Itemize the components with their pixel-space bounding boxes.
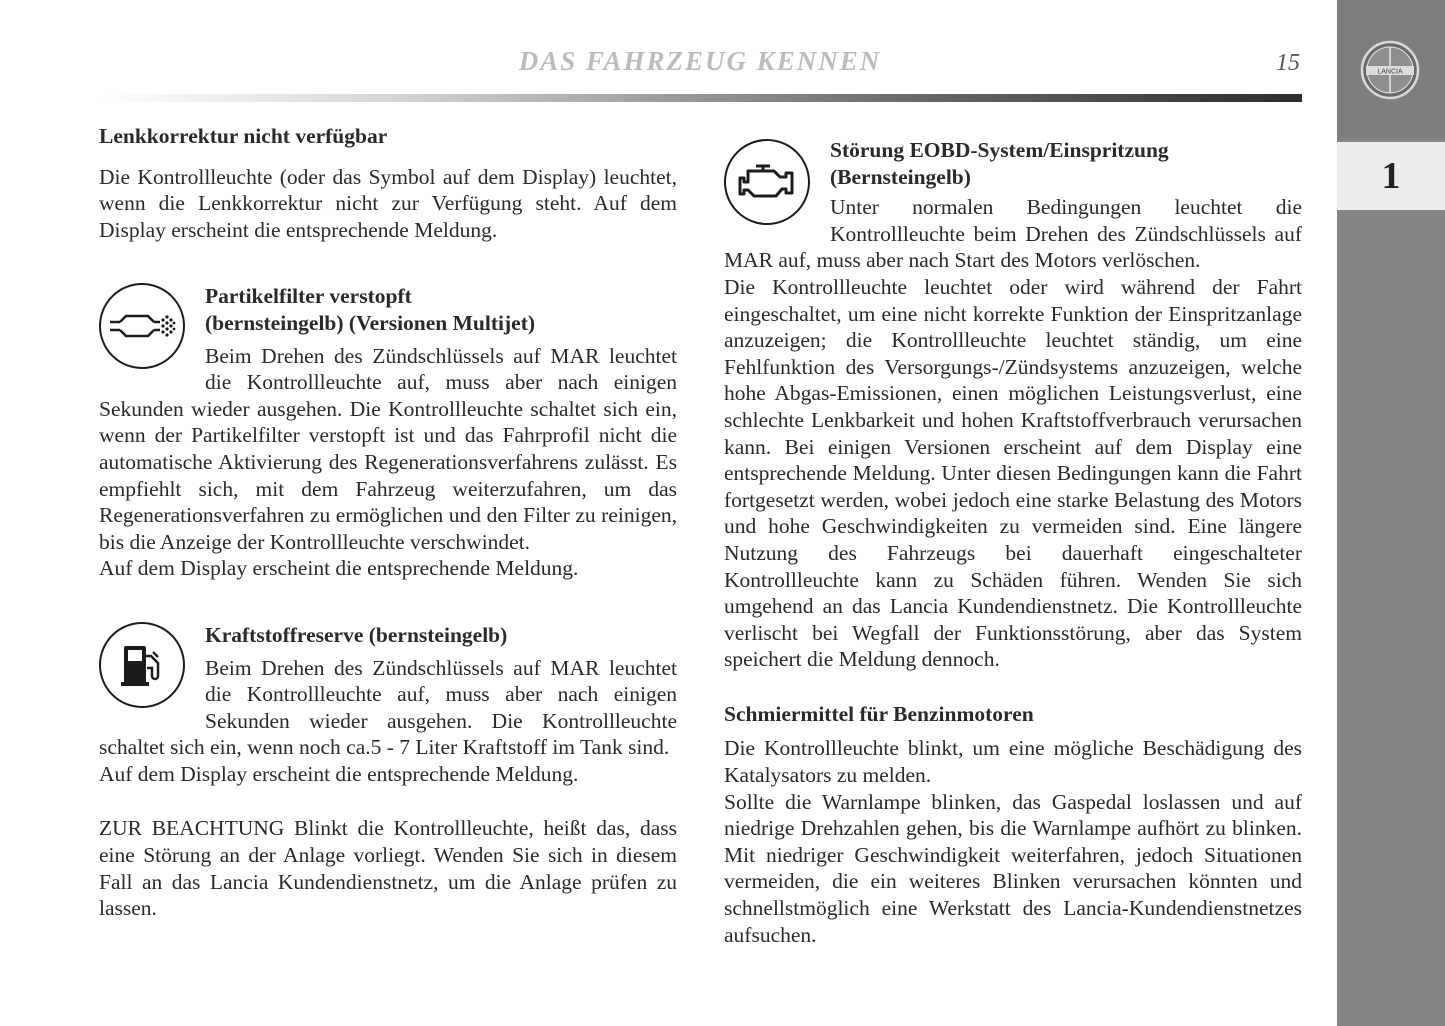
- section-heading: Kraftstoffreserve (bernsteingelb): [205, 622, 508, 647]
- right-column: [724, 137, 1302, 948]
- section-heading: Störung EOBD-System/Einspritzung: [830, 138, 1169, 162]
- section-heading: Schmiermittel für Benzinmotoren: [724, 701, 1034, 726]
- section-fuel-reserve: [99, 622, 677, 788]
- section-body: Unter normalen Bedingungen leuchtet die Kontrollleuchte beim Drehen des Zündschlüssels auf MAR auf, muss aber nach Start des Motors verlöschen.: [724, 195, 1302, 273]
- chapter-side-tab: [1337, 0, 1445, 1026]
- section-body: Die Kontrollleuchte (oder das Symbol auf dem Display) leuchtet, wenn die Lenkkorrektur nicht zur Verfügung steht. Auf dem Display erscheint die entsprechende Meldung.: [99, 164, 677, 242]
- particulate-filter-icon: [99, 283, 185, 369]
- page-number: 15: [1276, 50, 1300, 76]
- lancia-logo: [1360, 40, 1420, 100]
- section-caution-note: [99, 815, 677, 921]
- engine-check-icon: [724, 139, 810, 225]
- section-body-detail: Sollte die Warnlampe blinken, das Gaspedal loslassen und auf niedrige Drehzahlen gehen, bis die Warnlampe aufhört zu blinken. Mit niedriger Geschwindigkeit weiterfahren, jedoch Situationen vermeiden, die ein weiteres Blinken verursachen könnten und schnellstmöglich eine Werkstatt des Lancia-Kundendienstnetzes aufsuchen.: [724, 789, 1302, 947]
- section-heading: Partikelfilter verstopft: [205, 284, 412, 309]
- logo-area: [1337, 0, 1445, 138]
- section-body: Beim Drehen des Zündschlüssels auf MAR leuchtet die Kontrollleuchte auf, muss aber nach einigen Sekunden wieder ausgehen. Die Kontrollleuchte schaltet sich ein, wenn noch ca.5 - 7 Liter Kraftstoff im Tank sind.: [99, 655, 677, 760]
- section-steering-correction: [99, 123, 677, 243]
- section-body: Die Kontrollleuchte blinkt, um eine mögliche Beschädigung des Katalysators zu melden.: [724, 736, 1302, 788]
- section-eobd-injection: [724, 137, 1302, 673]
- section-particulate-filter: [99, 283, 677, 582]
- logo-lettering: LANCIA: [1377, 68, 1403, 76]
- chapter-number: 1: [1337, 142, 1445, 210]
- running-header-title: DAS FAHRZEUG KENNEN: [518, 46, 882, 76]
- caution-text: ZUR BEACHTUNG Blinkt die Kontrollleuchte, heißt das, dass eine Störung an der Anlage vorliegt. Wenden Sie sich in diesem Fall an das Lancia Kundendienstnetz, um die Anlage prüfen zu lassen.: [99, 816, 677, 921]
- section-body: Beim Drehen des Zündschlüssels auf MAR leuchtet die Kontrollleuchte auf, muss aber nach einigen Sekunden wieder ausgehen. Die Kontrollleuchte schaltet sich ein, wenn der Partikelfilter verstopft ist und das Fahrprofil nicht die automatische Aktivierung des Regenerationsverfahrens zulässt. Es empfiehlt sich, mit dem Fahrzeug weiterzufahren, um das Regenerationsverfahren zu ermöglichen und den Filter zu reinigen, bis die Anzeige der Kontrollleuchte verschwindet.: [99, 343, 677, 554]
- fuel-pump-icon: [99, 622, 185, 708]
- section-subheading: (bernsteingelb) (Versionen Multijet): [205, 310, 536, 335]
- section-subheading: (Bernsteingelb): [830, 164, 971, 189]
- section-body-note: Auf dem Display erscheint die entsprechende Meldung.: [99, 556, 579, 581]
- left-column: [99, 123, 677, 922]
- section-heading: Lenkkorrektur nicht verfügbar: [99, 124, 388, 148]
- section-body-note: Auf dem Display erscheint die entsprechende Meldung.: [99, 761, 579, 786]
- section-gasoline-lubricant: [724, 701, 1302, 948]
- section-body-detail: Die Kontrollleuchte leuchtet oder wird während der Fahrt eingeschaltet, um eine nicht korrekte Funktion der Einspritzanlage anzuzeigen; die Kontrollleuchte leuchtet ständig, um eine Fehlfunktion des Versorgungs-/Zündsystems anzuzeigen, welche hohe Abgas-Emissionen, einen möglichen Leistungsverlust, eine schlechte Lenkbarkeit und hohen Kraftstoffverbrauch verursachen kann. Bei einigen Versionen erscheint auf dem Display eine entsprechende Meldung. Unter diesen Bedingungen kann die Fahrt fortgesetzt werden, wobei jedoch eine starke Belastung des Motors und hohe Geschwindigkeiten zu vermeiden sind. Eine längere Nutzung des Fahrzeugs bei dauerhaft eingeschalteter Kontrollleuchte kann zu Schäden führen. Wenden Sie sich umgehend an das Lancia Kundendienstnetz. Die Kontrollleuchte verlischt bei Wegfall der Funktionsstörung, aber das System speichert die Meldung dennoch.: [724, 274, 1302, 672]
- header-rule: [100, 94, 1302, 102]
